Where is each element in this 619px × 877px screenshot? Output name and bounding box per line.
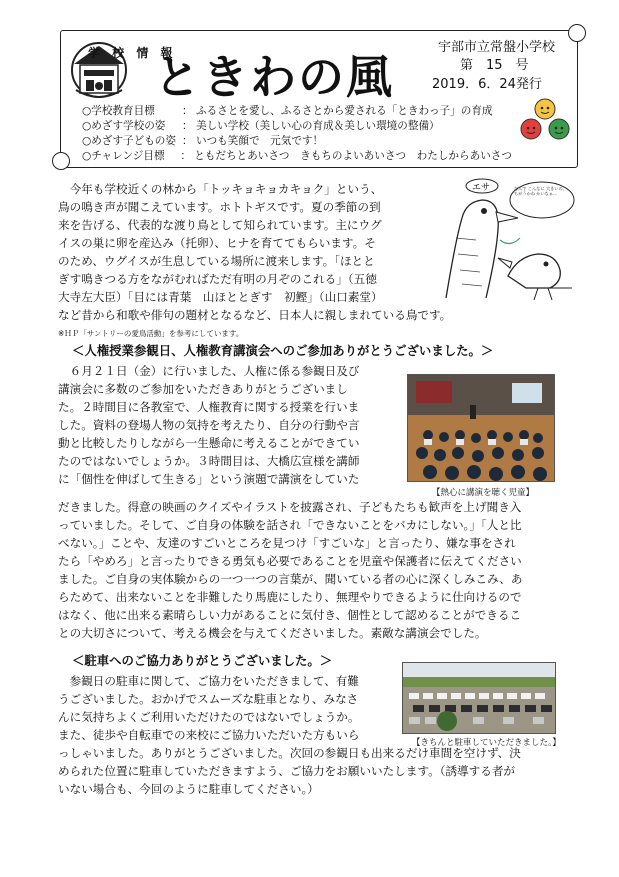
scroll-curl-right xyxy=(568,24,586,42)
bird-article xyxy=(58,180,430,306)
school-name: 宇部市立常盤小学校 xyxy=(438,40,556,55)
text-line: など昔から和歌や俳句の題材となるなど、日本人に親しまれている鳥です。 xyxy=(58,308,452,322)
issue-number: 第 15 号 xyxy=(460,58,529,73)
text-line: いない場合も、今回のように駐車してください。） xyxy=(58,782,319,796)
goal-key: ○めざす子どもの姿 xyxy=(82,135,176,147)
gym-photo-caption: 【熱心に講演を聴く児童】 xyxy=(432,488,535,498)
speech-bubble-question: なんで こんなに 大きいの、ちがうかね かいなぁ… xyxy=(514,186,567,197)
text-line: ぎす鳴きつる方をながむればただ有明の月ぞのこれる」（五徳 xyxy=(58,272,377,286)
parking-photo-caption: 【きちんと駐車していただきました。】 xyxy=(412,738,561,748)
issue-date: 2019．6．24発行 xyxy=(432,77,542,92)
goal-key: ○めざす学校の姿 xyxy=(82,120,166,132)
human-rights-text-short xyxy=(58,362,402,488)
parking-text-short xyxy=(58,672,402,744)
goal-row: ○めざす子どもの姿 ： いつも笑顔で 元気です！ xyxy=(82,135,324,147)
newsletter-title: ときわの風 xyxy=(154,50,394,104)
goal-row: ○チャレンジ目標 ： ともだちとあいさつ きもちのよいあいさつ わたしからあいさつ xyxy=(82,150,512,162)
text-line: うございました。おかげでスムーズな駐車となり、みなさ xyxy=(58,692,359,706)
goal-value: 美しい学校（美しい心の育成＆美しい環境の整備） xyxy=(196,120,440,132)
text-line: んに気持ちよくご利用いただけたのではないでしょうか。 xyxy=(58,710,360,724)
text-line: 講演会に多数のご参加をいただきありがとうございまし xyxy=(58,382,348,396)
goal-value: ふるさとを愛し、ふるさとから愛される「ときわっ子」の育成 xyxy=(196,105,493,117)
speech-bubble-esa: エサ xyxy=(472,183,491,193)
goal-row: ○めざす学校の姿 ： 美しい学校（美しい心の育成＆美しい環境の整備） xyxy=(82,120,440,132)
cuckoo-illustration xyxy=(426,178,576,302)
text-line: ６月２１日（金）に行いました、人権に係る参観日及び xyxy=(58,364,360,378)
parking-heading: ＜駐車へのご協力ありがとうございました。＞ xyxy=(72,653,333,668)
text-line: した。資料の登場人物の気持を考えたり、自分の行動や言 xyxy=(58,418,360,432)
text-line: められた位置に駐車していただきますよう、ご協力をお願いいたします。（誘導する者が xyxy=(58,764,516,778)
category-label: 学 校 情 報 xyxy=(88,46,177,60)
text-line: 動と比較したりしながら一生懸命に考えることができてい xyxy=(58,436,360,450)
human-rights-heading: ＜人権授業参観日、人権教育講演会へのご参加ありがとうございました。＞ xyxy=(72,343,494,358)
text-line: っしゃいました。ありがとうございました。次回の参観日も出来るだけ車間を空けず、決 xyxy=(58,746,521,760)
human-rights-text-long xyxy=(58,498,568,642)
school-goals xyxy=(82,104,512,164)
mascot-faces-icon xyxy=(516,96,574,146)
text-line: はなく、他に出来る素晴らしい力があることに気付き、個性として認めることができるこ xyxy=(58,608,522,622)
scroll-curl-left xyxy=(52,152,70,170)
text-line: だきました。得意の映画のクイズやイラストを披露され、子どもたちも歓声を上げ聞き入 xyxy=(58,500,522,514)
text-line: たら「やめろ」と言ったりできる勇気も必要であることを児童や保護者に伝えてください xyxy=(58,554,522,568)
text-line: 参観日の駐車に関して、ご協力をいただきまして、有難 xyxy=(58,674,359,688)
text-line: っていました。そして、ご自身の体験を話され「できないことをバカにしない。」「人と比 xyxy=(58,518,522,532)
gym-lecture-photo xyxy=(407,374,555,482)
text-line: た。２時間目に各教室で、人権教育に関する授業を行いま xyxy=(58,400,360,414)
parking-lot-photo xyxy=(402,662,556,734)
text-line: 大寺左大臣）「目には青葉 山ほととぎす 初鰹」（山口素堂） xyxy=(58,290,383,304)
parking-text-long xyxy=(58,744,568,798)
text-line: また、徒歩や自転車での来校にご協力いただいた方もいら xyxy=(58,728,360,742)
text-line: べない。」ことや、友達のすごいところを見つけ「すごいな」と言ったり、嫌な事をされ xyxy=(58,536,516,550)
reference-note: ※ＨＰ「サントリーの愛鳥活動」を参考にしています。 xyxy=(58,329,244,338)
text-line: ました。ご自身の実体験からの一つ一つの言葉が、聞いている者の心に深くしみこみ、あ xyxy=(58,572,523,586)
text-line: との大切さについて、考える機会を与えてくださいました。素敵な講演会でした。 xyxy=(58,626,487,640)
goal-value: いつも笑顔で 元気です！ xyxy=(196,135,324,147)
text-line: 鳥の鳴き声が聞こえています。ホトトギスです。夏の季節の到 xyxy=(58,200,381,214)
text-line: 来を告げる、代表的な渡り鳥として知られています。主にウグ xyxy=(58,218,382,232)
text-line: に「個性を伸ばして生きる」という演題で講演をしていた xyxy=(58,472,360,486)
goal-row: ○学校教育目標 ： ふるさとを愛し、ふるさとから愛される「ときわっ子」の育成 xyxy=(82,105,493,117)
goal-value: ともだちとあいさつ きもちのよいあいさつ わたしからあいさつ xyxy=(194,150,512,162)
text-line: たのではないでしょうか。３時間目は、大橋広宣様を講師 xyxy=(58,454,360,468)
text-line: イスの巣に卵を産込み（托卵）、ヒナを育ててもらいます。そ xyxy=(58,236,376,250)
text-line: のため、ウグイスが生息している場所に渡来します。「ほとと xyxy=(58,254,375,268)
text-line: 今年も学校近くの林から「トッキョキョカキョク」という、 xyxy=(58,182,383,196)
goal-key: ○学校教育目標 xyxy=(82,105,155,117)
goal-key: ○チャレンジ目標 xyxy=(82,150,165,162)
text-line: らためて、出来ないことを非難したり馬鹿にしたり、無理やりできるように仕向けるので xyxy=(58,590,522,604)
